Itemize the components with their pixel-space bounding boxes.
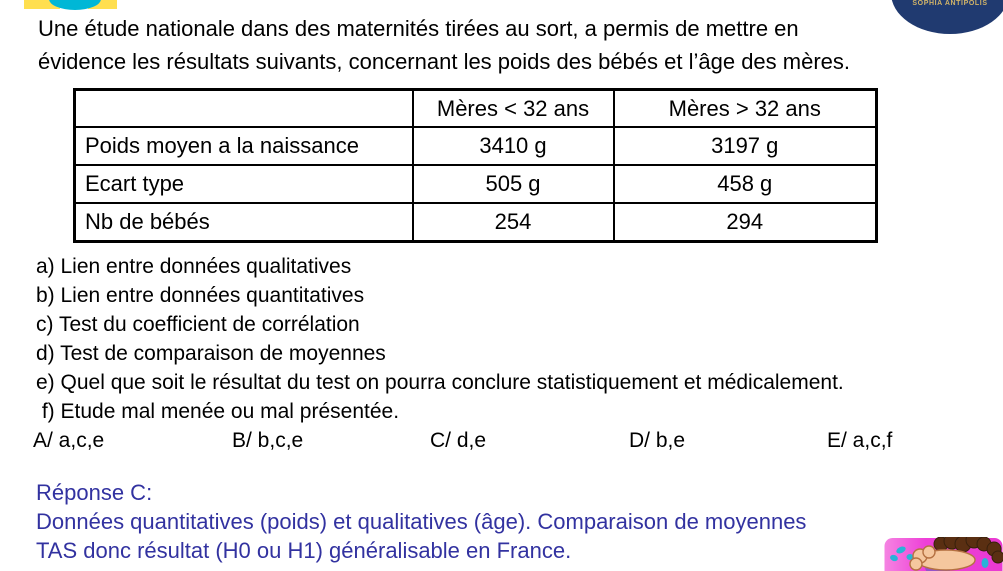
- table-cell: 505 g: [413, 165, 614, 203]
- table-cell: 458 g: [614, 165, 877, 203]
- option-a: a) Lien entre données qualitatives: [36, 255, 352, 278]
- badge-label: SOPHIA ANTIPOLIS: [912, 0, 988, 7]
- answer-choices-row: [33, 426, 1003, 455]
- answer-line: Données quantitatives (poids) et qualitatives (âge). Comparaison de moyennes: [36, 509, 807, 534]
- option-c: c) Test du coefficient de corrélation: [36, 313, 360, 336]
- row-label: Nb de bébés: [75, 203, 413, 242]
- table-header-mothers-under-32: Mères < 32 ans: [413, 90, 614, 128]
- option-d: d) Test de comparaison de moyennes: [36, 342, 386, 365]
- table-header-empty: [75, 90, 413, 128]
- answer-line: Réponse C:: [36, 480, 153, 505]
- row-label: Poids moyen a la naissance: [75, 127, 413, 165]
- results-table: [73, 88, 878, 243]
- table-header-row: [75, 90, 877, 128]
- table-cell: 3197 g: [614, 127, 877, 165]
- intro-line: Une étude nationale dans des maternités tirées au sort, a permis de mettre en: [38, 16, 799, 41]
- table-row-mean-weight: [75, 127, 877, 165]
- choice-c: C/ d,e: [430, 429, 487, 452]
- table-cell: 254: [413, 203, 614, 242]
- option-list: [36, 252, 996, 426]
- crying-cartoon-image: [884, 537, 1003, 571]
- table-header-mothers-over-32: Mères > 32 ans: [614, 90, 877, 128]
- option-e: e) Quel que soit le résultat du test on pourra conclure statistiquement et médicalement.: [36, 371, 844, 394]
- choice-e: E/ a,c,f: [827, 429, 893, 452]
- option-b: b) Lien entre données quantitatives: [36, 284, 365, 307]
- question-intro: [38, 12, 958, 78]
- option-f: f) Etude mal menée ou mal présentée.: [36, 400, 400, 423]
- table-row-std-dev: [75, 165, 877, 203]
- table-row-num-babies: [75, 203, 877, 242]
- answer-line: TAS donc résultat (H0 ou H1) généralisable en France.: [36, 538, 572, 563]
- choice-a: A/ a,c,e: [33, 429, 105, 452]
- row-label: Ecart type: [75, 165, 413, 203]
- choice-b: B/ b,c,e: [232, 429, 304, 452]
- choice-d: D/ b,e: [629, 429, 686, 452]
- clipped-logo-fragment: [24, 0, 120, 12]
- answer-block: [36, 478, 976, 565]
- table-cell: 294: [614, 203, 877, 242]
- intro-line: évidence les résultats suivants, concernant les poids des bébés et l’âge des mères.: [38, 49, 851, 74]
- table-cell: 3410 g: [413, 127, 614, 165]
